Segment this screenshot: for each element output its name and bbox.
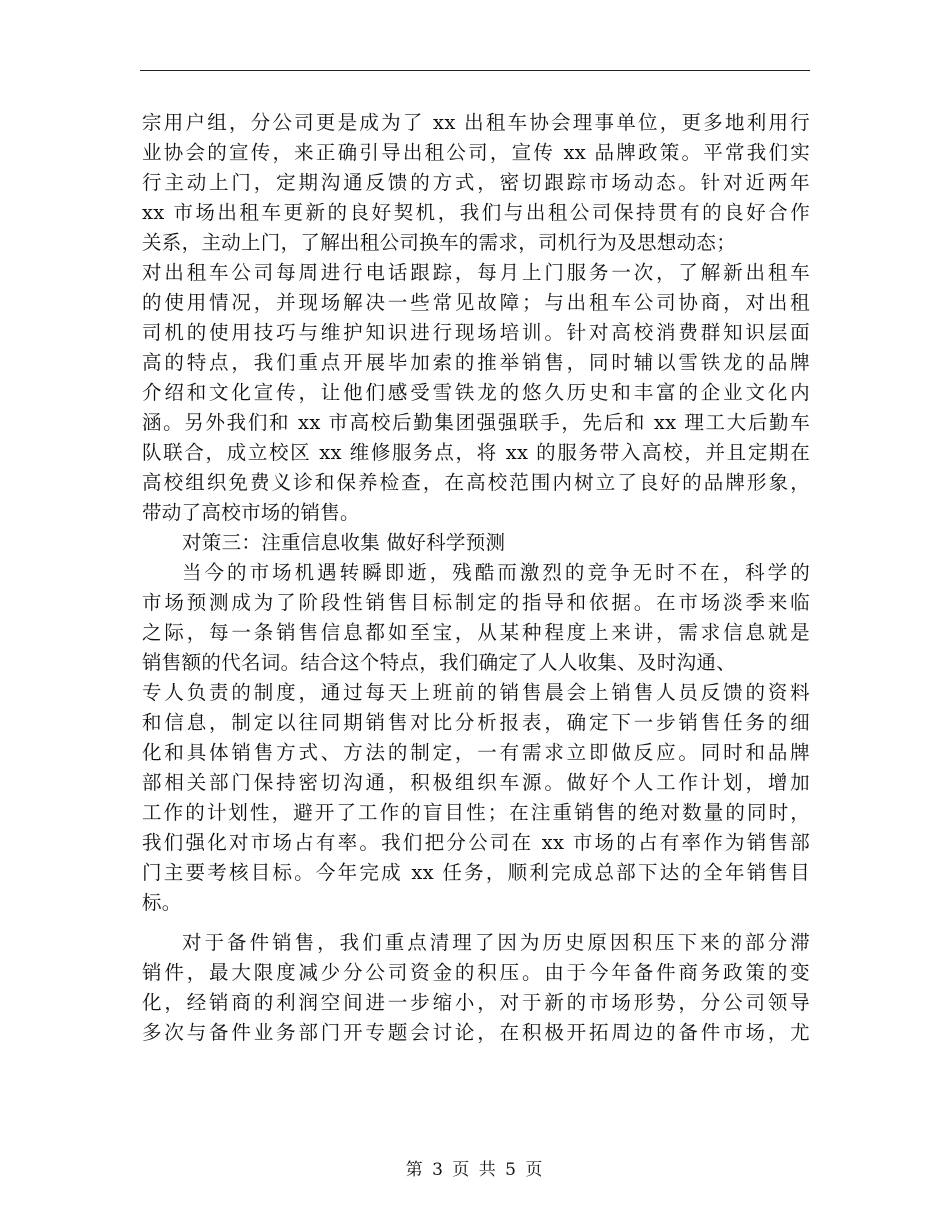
text-line: 的使用情况，并现场解决一些常见故障；与出租车公司协商，对出租 [142,291,810,314]
header-rule [140,70,810,71]
text-line: 标。 [142,891,182,914]
text-line: 高校组织免费义诊和保养检查，在高校范围内树立了良好的品牌形象， [142,471,810,494]
text-line: 宗用户组，分公司更是成为了 xx 出租车协会理事单位，更多地利用行 [142,111,810,134]
text-line: 行主动上门，定期沟通反馈的方式，密切跟踪市场动态。针对近两年 [142,171,810,194]
text-line: 我们强化对市场占有率。我们把分公司在 xx 市场的占有率作为销售部 [142,831,810,854]
text-line: 部相关部门保持密切沟通，积极组织车源。做好个人工作计划，增加 [142,771,810,794]
text-line: 之际，每一条销售信息都如至宝，从某种程度上来讲，需求信息就是 [142,621,810,644]
text-line: 门主要考核目标。今年完成 xx 任务，顺利完成总部下达的全年销售目 [142,861,810,884]
document-body [142,108,810,1048]
section-heading: 对策三：注重信息收集 做好科学预测 [182,531,506,554]
text-line: 介绍和文化宣传，让他们感受雪铁龙的悠久历史和丰富的企业文化内 [142,381,810,404]
text-line: 带动了高校市场的销售。 [142,501,360,524]
page-number-footer: 第 3 页 共 5 页 [405,1160,545,1180]
text-line: 涵。另外我们和 xx 市高校后勤集团强强联手，先后和 xx 理工大后勤车 [142,411,810,434]
text-line: 化和具体销售方式、方法的制定，一有需求立即做反应。同时和品牌 [142,741,810,764]
text-line: 当今的市场机遇转瞬即逝，残酷而激烈的竞争无时不在，科学的 [182,561,810,584]
text-line: 工作的计划性，避开了工作的盲目性；在注重销售的绝对数量的同时， [142,801,810,824]
text-line: 对于备件销售，我们重点清理了因为历史原因积压下来的部分滞 [182,931,810,954]
text-line: 高的特点，我们重点开展毕加索的推举销售，同时辅以雪铁龙的品牌 [142,351,810,374]
text-line: 司机的使用技巧与维护知识进行现场培训。针对高校消费群知识层面 [142,321,810,344]
text-line: 销件，最大限度减少分公司资金的积压。由于今年备件商务政策的变 [142,961,810,984]
text-line: 化，经销商的利润空间进一步缩小，对于新的市场形势，分公司领导 [142,991,810,1014]
text-line: 销售额的代名词。结合这个特点，我们确定了人人收集、及时沟通、 [142,651,737,674]
text-line: 业协会的宣传，来正确引导出租公司，宣传 xx 品牌政策。平常我们实 [142,141,810,164]
text-line: 关系，主动上门，了解出租公司换车的需求，司机行为及思想动态； [142,231,737,254]
text-line: 多次与备件业务部门开专题会讨论，在积极开拓周边的备件市场，尤 [142,1021,810,1044]
text-line: 队联合，成立校区 xx 维修服务点，将 xx 的服务带入高校，并且定期在 [142,441,810,464]
text-line: 专人负责的制度，通过每天上班前的销售晨会上销售人员反馈的资料 [142,681,810,704]
text-line: 和信息，制定以往同期销售对比分析报表，确定下一步销售任务的细 [142,711,810,734]
text-line: 对出租车公司每周进行电话跟踪，每月上门服务一次，了解新出租车 [142,261,810,284]
text-line: xx 市场出租车更新的良好契机，我们与出租公司保持贯有的良好合作 [142,201,810,224]
text-line: 市场预测成为了阶段性销售目标制定的指导和依据。在市场淡季来临 [142,591,810,614]
